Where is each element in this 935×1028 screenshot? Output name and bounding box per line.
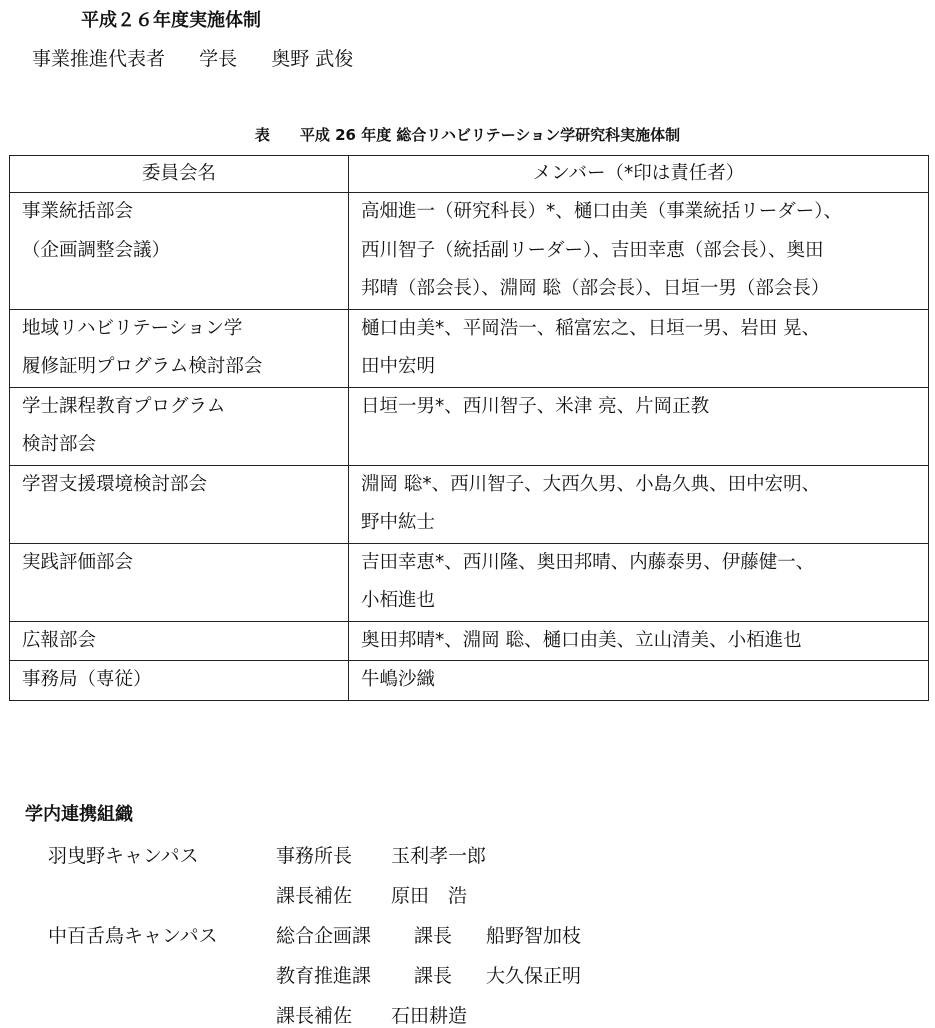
committee-table: [9, 155, 929, 701]
department: 事務所長: [276, 845, 353, 867]
committee-name-cell: [10, 543, 349, 621]
committee-name: 事務局（専従）: [22, 669, 152, 690]
table-row: [10, 465, 929, 543]
committee-name: 学習支援環境検討部会: [22, 473, 208, 495]
committee-name: 学士課程教育プログラム: [22, 395, 226, 417]
department: 教育推進課: [276, 965, 372, 987]
members-cell: [349, 387, 929, 465]
staff-name: 玉利孝一郎: [391, 845, 487, 867]
members-cell: [349, 543, 929, 621]
member-list: 日垣一男*、西川智子、米津 亮、片岡正教: [361, 395, 710, 417]
committee-name: 履修証明プログラム検討部会: [22, 356, 263, 377]
table-row: [10, 387, 929, 465]
committee-name-cell: [10, 387, 349, 465]
liaison-title: 学内連携組織: [25, 804, 133, 825]
representative-line: [32, 44, 353, 71]
representative-title: 学長: [199, 48, 238, 70]
department: 課長補佐: [276, 1005, 353, 1027]
members-cell: [349, 193, 929, 310]
staff-name: 原田 浩: [391, 885, 468, 907]
members-cell: [349, 621, 929, 661]
committee-name-cell: [10, 621, 349, 661]
table-caption: 表 平成 26 年度 総合リハビリテーション学研究科実施体制: [254, 126, 681, 144]
staff-name: 石田耕造: [391, 1005, 468, 1027]
committee-name-cell: [10, 661, 349, 701]
member-list: 吉田幸恵*、西川隆、奥田邦晴、内藤泰男、伊藤健一、: [361, 551, 815, 573]
table-header-row: [10, 156, 929, 193]
member-list: 淵岡 聡*、西川智子、大西久男、小島久典、田中宏明、: [361, 473, 821, 495]
members-cell: [349, 661, 929, 701]
member-list: 牛嶋沙織: [361, 669, 436, 690]
header-committee-name: 委員会名: [10, 156, 349, 193]
committee-name: 実践評価部会: [22, 551, 134, 573]
position-title: 課長: [414, 925, 453, 947]
campus-name: 中百舌鳥キャンパス: [48, 925, 218, 947]
page-heading: 平成２６年度実施体制: [81, 10, 261, 31]
committee-name-cell: [10, 309, 349, 387]
table-row: [10, 621, 929, 661]
member-list: 野中紘士: [361, 512, 436, 533]
representative-name: 奥野 武俊: [271, 48, 354, 70]
committee-name-cell: [10, 465, 349, 543]
members-cell: [349, 309, 929, 387]
committee-name: 事業統括部会: [22, 201, 134, 222]
campus-name: 羽曳野キャンパス: [48, 845, 199, 867]
member-list: 樋口由美*、平岡浩一、稲富宏之、日垣一男、岩田 晃、: [361, 317, 821, 339]
member-list: 田中宏明: [361, 356, 436, 377]
table-row: [10, 661, 929, 701]
member-list: 小栢進也: [361, 590, 436, 611]
table-body: [10, 193, 929, 701]
department: 課長補佐: [276, 885, 353, 907]
committee-name: 地域リハビリテーション学: [22, 317, 243, 339]
table-row: [10, 309, 929, 387]
table-row: [10, 193, 929, 310]
members-cell: [349, 465, 929, 543]
staff-name: 大久保正明: [486, 965, 582, 987]
member-list: 高畑進一（研究科長）*、樋口由美（事業統括リーダー）、: [361, 201, 843, 222]
committee-name: 検討部会: [22, 434, 97, 455]
committee-name: （企画調整会議）: [22, 239, 171, 261]
table-row: [10, 543, 929, 621]
position-title: 課長: [414, 965, 453, 987]
member-list: 奥田邦晴*、淵岡 聡、樋口由美、立山清美、小栢進也: [361, 629, 802, 651]
header-members: メンバー（*印は責任者）: [349, 156, 929, 193]
committee-name: 広報部会: [22, 629, 97, 651]
member-list: 西川智子（統括副リーダー）、吉田幸恵（部会長）、奥田: [361, 239, 824, 261]
department: 総合企画課: [276, 925, 372, 947]
member-list: 邦晴（部会長）、淵岡 聡（部会長）、日垣一男（部会長）: [361, 278, 830, 299]
committee-name-cell: [10, 193, 349, 310]
staff-name: 船野智加枝: [486, 925, 582, 947]
representative-label: 事業推進代表者: [32, 48, 166, 70]
